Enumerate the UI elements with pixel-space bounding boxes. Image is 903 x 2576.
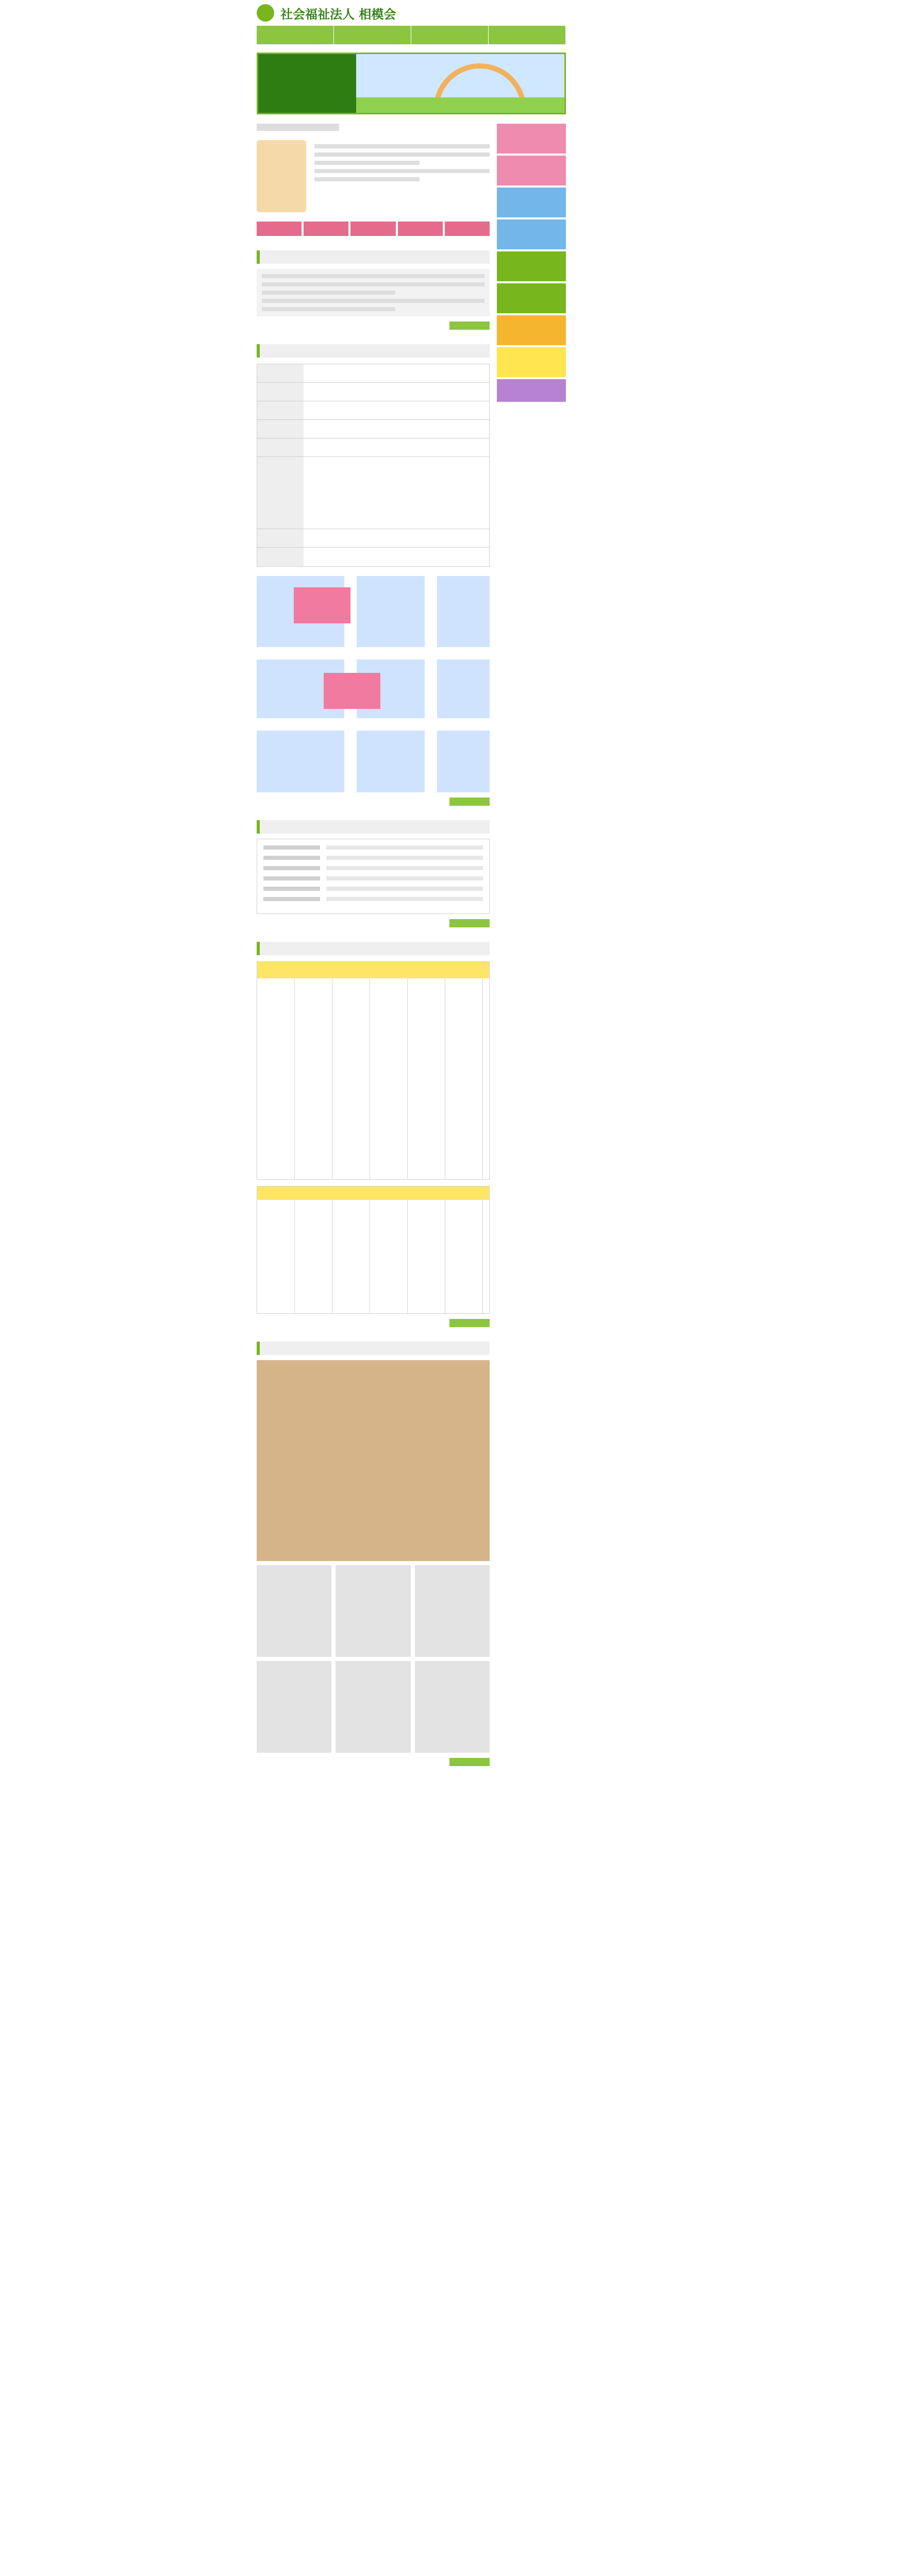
- schedule-header: [257, 1187, 489, 1200]
- table-row: [257, 548, 489, 566]
- sidebar-link[interactable]: [497, 156, 566, 185]
- intro-text: [314, 140, 490, 212]
- table-cell: [304, 420, 489, 438]
- top-nav-item[interactable]: [411, 26, 489, 44]
- table-cell: [304, 457, 489, 529]
- sidebar-link[interactable]: [497, 188, 566, 217]
- main-content: [257, 124, 490, 1766]
- anchor-tab[interactable]: [304, 222, 348, 236]
- sidebar-link[interactable]: [497, 283, 566, 313]
- page-top-button[interactable]: [449, 919, 490, 927]
- table-cell: [304, 529, 489, 547]
- sidebar-link[interactable]: [497, 124, 566, 154]
- top-nav-item[interactable]: [489, 26, 566, 44]
- schedule-table-secondary: [257, 1186, 490, 1314]
- table-cell: [304, 401, 489, 419]
- history-text: [326, 866, 483, 870]
- history-text: [326, 845, 483, 850]
- history-item: [263, 887, 483, 891]
- header: [257, 0, 566, 26]
- breadcrumb: [257, 124, 339, 131]
- logo-icon: [257, 4, 274, 22]
- history-text: [326, 897, 483, 901]
- table-row: [257, 401, 489, 420]
- history-date: [263, 897, 320, 901]
- history-item: [263, 876, 483, 880]
- schedule-body: [257, 1200, 489, 1313]
- map-marker: [324, 673, 380, 709]
- gallery-photo: [257, 1565, 331, 1657]
- map-road: [257, 647, 490, 659]
- table-row: [257, 420, 489, 438]
- gallery-photo: [336, 1565, 410, 1657]
- table-cell: [304, 364, 489, 382]
- table-row: [257, 383, 489, 401]
- section-heading: [257, 1342, 490, 1355]
- table-cell: [304, 383, 489, 401]
- top-nav: [257, 26, 566, 44]
- text-line: [314, 161, 420, 165]
- gallery-photo: [336, 1661, 410, 1753]
- history-date: [263, 876, 320, 880]
- text-line: [314, 152, 490, 157]
- table-row: [257, 457, 489, 529]
- top-nav-item[interactable]: [257, 26, 334, 44]
- anchor-tab[interactable]: [445, 222, 490, 236]
- text-line: [262, 274, 484, 278]
- section-heading: [257, 250, 490, 264]
- table-header-cell: [257, 457, 304, 529]
- text-line: [262, 291, 395, 295]
- history-item: [263, 845, 483, 850]
- map-marker: [294, 587, 350, 623]
- table-header-cell: [257, 364, 304, 382]
- history-date: [263, 887, 320, 891]
- history-text: [326, 887, 483, 891]
- history-list: [257, 839, 490, 914]
- table-header-cell: [257, 420, 304, 438]
- sidebar-link[interactable]: [497, 347, 566, 377]
- anchor-tabs: [257, 222, 490, 236]
- history-item: [263, 856, 483, 860]
- grass-shape: [356, 97, 564, 113]
- text-line: [314, 177, 420, 181]
- table-header-cell: [257, 548, 304, 566]
- schedule-table: [257, 961, 490, 1180]
- page-top-button[interactable]: [449, 321, 490, 330]
- map-road: [425, 576, 437, 792]
- section-heading: [257, 942, 490, 955]
- section-heading: [257, 344, 490, 358]
- history-item: [263, 897, 483, 901]
- table-row: [257, 364, 489, 383]
- sidebar-link[interactable]: [497, 315, 566, 345]
- map-road: [257, 718, 490, 731]
- right-sidebar: [497, 124, 566, 404]
- history-text: [326, 876, 483, 880]
- table-header-cell: [257, 529, 304, 547]
- photo-gallery: [257, 1360, 490, 1753]
- table-row: [257, 529, 489, 548]
- text-line: [262, 282, 484, 286]
- page-top-button[interactable]: [449, 1319, 490, 1327]
- table-cell: [304, 438, 489, 456]
- page: [257, 0, 566, 114]
- schedule-body: [257, 978, 489, 1179]
- overview-table: [257, 364, 490, 567]
- table-row: [257, 438, 489, 457]
- intro-illustration: [257, 140, 306, 212]
- text-line: [262, 307, 395, 311]
- text-line: [314, 169, 490, 173]
- top-nav-item[interactable]: [334, 26, 411, 44]
- hero-banner: [257, 53, 566, 114]
- history-date: [263, 866, 320, 870]
- history-date: [263, 845, 320, 850]
- table-header-cell: [257, 401, 304, 419]
- access-map: [257, 576, 490, 792]
- intro-section: [257, 140, 490, 212]
- logo-text: 社会福祉法人 相模会: [280, 7, 396, 22]
- gallery-photo: [257, 1661, 331, 1753]
- anchor-tab[interactable]: [350, 222, 395, 236]
- gallery-photo: [415, 1661, 490, 1753]
- gallery-photo: [415, 1565, 490, 1657]
- policy-box: [257, 269, 490, 316]
- text-line: [262, 299, 484, 303]
- history-item: [263, 866, 483, 870]
- schedule-header: [257, 962, 489, 978]
- table-header-cell: [257, 383, 304, 401]
- section-heading: [257, 820, 490, 834]
- sidebar-link[interactable]: [497, 219, 566, 249]
- page-top-button[interactable]: [449, 798, 490, 806]
- history-date: [263, 856, 320, 860]
- sidebar-link[interactable]: [497, 251, 566, 281]
- table-header-cell: [257, 438, 304, 456]
- anchor-tab[interactable]: [398, 222, 443, 236]
- text-line: [314, 144, 490, 148]
- anchor-tab[interactable]: [257, 222, 302, 236]
- page-top-button[interactable]: [449, 1758, 490, 1766]
- history-text: [326, 856, 483, 860]
- sidebar-link[interactable]: [497, 379, 566, 402]
- gallery-photo: [257, 1360, 490, 1561]
- table-cell: [304, 548, 489, 566]
